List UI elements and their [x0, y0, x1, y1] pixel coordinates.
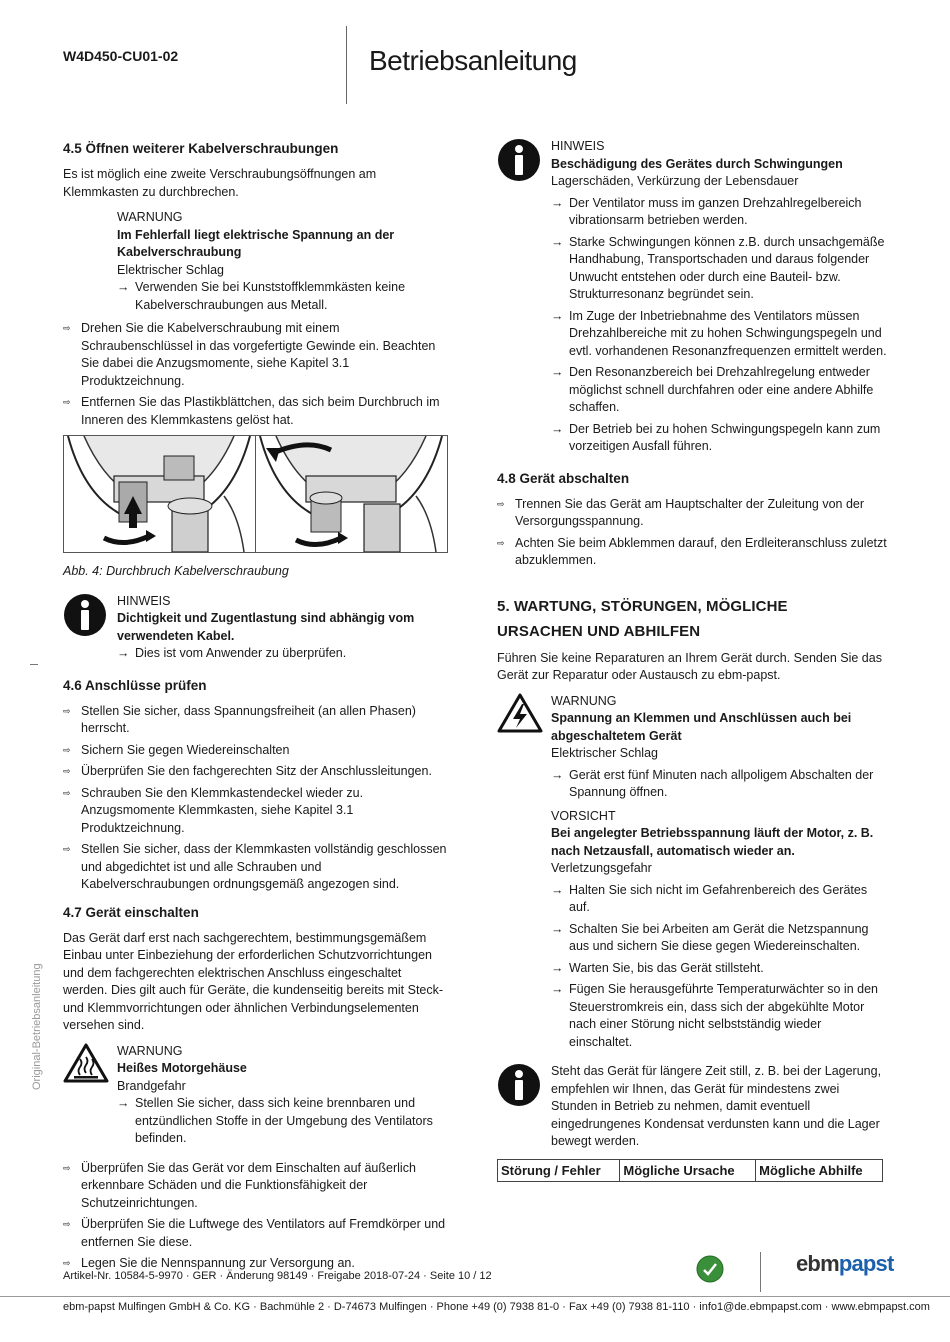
warning-title: Heißes Motorgehäuse [117, 1061, 247, 1075]
warning-cable-gland [117, 209, 448, 314]
info-icon [497, 1063, 551, 1151]
electric-hazard-icon [497, 693, 551, 1056]
bullet-arrow-icon: ⇨ [497, 498, 505, 509]
right-column [497, 138, 887, 1182]
notice-label: HINWEIS [117, 593, 171, 608]
list-item [63, 742, 448, 760]
list-item-text: Entfernen Sie das Plastikblättchen, das sich beim Durchbruch im Inneren des Klemmkastens gelöst hat. [81, 395, 440, 427]
arrow-icon: → [551, 982, 564, 996]
caution-action [551, 981, 887, 1051]
arrow-icon: → [117, 1096, 130, 1110]
company-info: ebm-papst Mulfingen GmbH & Co. KG · Bachmühle 2 · D-74673 Mulfingen · Phone +49 (0) 7938 81-0 · Fax +49 (0) 7938 81-110 · info1@de.ebmpapst.com · www.ebmpapst.com [63, 1301, 930, 1313]
side-label: Original-Betriebsanleitung [31, 963, 43, 1090]
fault-table [497, 1159, 883, 1183]
notice-vibration [497, 138, 887, 460]
list-item [63, 1160, 448, 1213]
warning-hazard: Elektrischer Schlag [117, 262, 224, 277]
warning-hazard: Brandgefahr [117, 1078, 186, 1093]
caution-title: Bei angelegter Betriebsspannung läuft der Motor, z. B. nach Netzausfall, automatisch wieder an. [551, 826, 874, 858]
warning-action-text: Gerät erst fünf Minuten nach allpoligem Abschalten der Spannung öffnen. [569, 767, 874, 799]
warning-hot-housing [63, 1043, 448, 1152]
section-5-heading-line1: 5. WARTUNG, STÖRUNGEN, MÖGLICHE [497, 597, 788, 615]
section-4-6-heading: 4.6 Anschlüsse prüfen [63, 677, 207, 693]
footer-rule [0, 1296, 950, 1297]
arrow-icon: → [551, 421, 564, 436]
bullet-arrow-icon: ⇨ [63, 787, 71, 798]
warning-label: WARNUNG [117, 210, 183, 224]
figure-caption: Abb. 4: Durchbruch Kabelverschraubung [63, 564, 289, 578]
notice-storage [497, 1063, 887, 1151]
caution-label: VORSICHT [551, 808, 616, 823]
list-item [63, 841, 448, 894]
caution-action-text: Fügen Sie herausgeführte Temperaturwächter so in den Steuerstromkreis ein, dass sich der abgekühlte Motor nach einer Störung nicht selbstständig wieder einschaltet. [569, 982, 878, 1049]
arrow-icon: → [551, 960, 564, 975]
list-item-text: Trennen Sie das Gerät am Hauptschalter der Zuleitung von der Versorgungsspannung. [515, 496, 865, 528]
info-icon [63, 593, 117, 667]
article-info: Artikel-Nr. 10584-5-9970 · GER · Änderung 98149 · Freigabe 2018-07-24 · Seite 10 / 12 [63, 1270, 492, 1282]
table-header-remedy: Mögliche Abhilfe [756, 1159, 883, 1182]
table-header-cause: Mögliche Ursache [620, 1159, 756, 1182]
arrow-icon: → [551, 767, 564, 782]
storage-info-text: Steht das Gerät für längere Zeit still, z. B. bei der Lagerung, empfehlen wir Ihnen, das Gerät für mindestens zwei Stunden in Betrieb zu nehmen, damit eventuell eingedrungenes Kondensat verdunsten kann und die Lager bewegt werden. [551, 1064, 882, 1148]
section-4-7-intro: Das Gerät darf erst nach sachgerechtem, bestimmungsgemäßem Einbau unter Einbeziehung der erforderlichen Schutzvorrichtungen und dem fachgerechten elektrischen Anschluss eingeschaltet werden. Dies gilt auch für Geräte, die kundenseitig bereits mit Steck- und Klemmvorrichtungen oder ähnlichen Verbindungselementen versehen sind. [63, 930, 444, 1032]
section-4-5-heading: 4.5 Öffnen weiterer Kabelverschraubungen [63, 141, 339, 156]
notice-tightness [63, 593, 448, 667]
arrow-icon: → [117, 280, 130, 294]
header-divider [346, 26, 347, 104]
section-4-8-heading: 4.8 Gerät abschalten [497, 470, 630, 486]
notice-title: Dichtigkeit und Zugentlastung sind abhängig vom verwendeten Kabel. [117, 611, 415, 643]
list-item [63, 1216, 448, 1251]
arrow-icon: → [551, 308, 564, 323]
bullet-arrow-icon: ⇨ [63, 766, 71, 776]
arrow-icon: → [551, 195, 564, 210]
notice-action-text: Der Ventilator muss im ganzen Drehzahlregelbereich vibrationsarm betrieben werden. [569, 195, 862, 227]
figure-panel-left [64, 436, 255, 552]
warning-action [551, 767, 887, 802]
list-item-text: Schrauben Sie den Klemmkastendeckel wieder zu. Anzugsmomente Klemmkasten, siehe Kapitel 3.1 Produktzeichnung. [81, 785, 364, 835]
greentech-logo-icon [696, 1255, 724, 1283]
caution-action [551, 882, 887, 917]
document-title: Betriebsanleitung [369, 45, 577, 76]
bullet-arrow-icon: ⇨ [63, 397, 71, 407]
caution-action [551, 960, 887, 978]
warning-voltage [497, 693, 887, 1056]
arrow-icon: → [551, 365, 564, 379]
list-item [63, 785, 448, 838]
notice-action [551, 234, 887, 304]
warning-label: WARNUNG [551, 693, 617, 708]
table-header-fault: Störung / Fehler [498, 1159, 620, 1182]
warning-title: Im Fehlerfall liegt elektrische Spannung an der Kabelverschraubung [117, 227, 395, 259]
bullet-arrow-icon: ⇨ [63, 323, 71, 333]
warning-label: WARNUNG [117, 1043, 183, 1058]
bullet-arrow-icon: ⇨ [63, 1258, 71, 1268]
warning-title: Spannung an Klemmen und Anschlüssen auch bei abgeschaltetem Gerät [551, 711, 852, 743]
list-item [63, 763, 448, 781]
list-item-text: Sichern Sie gegen Wiedereinschalten [81, 742, 290, 757]
notice-action-text: Den Resonanzbereich bei Drehzahlregelung entweder möglichst schnell durchfahren oder eine andere Abhilfe schaffen. [569, 365, 874, 414]
notice-hazard: Lagerschäden, Verkürzung der Lebensdauer [551, 174, 799, 188]
list-item-text: Überprüfen Sie das Gerät vor dem Einschalten auf äußerlich erkennbare Schäden und die Funktionsfähigkeit der Schutzeinrichtungen. [81, 1160, 416, 1210]
warning-action [117, 279, 448, 314]
caution-action-text: Warten Sie, bis das Gerät stillsteht. [569, 960, 764, 975]
caution-hazard: Verletzungsgefahr [551, 861, 652, 875]
warning-action-text: Stellen Sie sicher, dass sich keine brennbaren und entzündlichen Stoffe in der Umgebung des Ventilators befinden. [135, 1096, 433, 1145]
figure-cable-gland-breakthrough [63, 435, 448, 553]
section-4-7-heading: 4.7 Gerät einschalten [63, 904, 199, 920]
notice-action-text: Im Zuge der Inbetriebnahme des Ventilators müssen Drehzahlbereiche mit zu hohen Schwingungspegeln und evtl. vorhandenen Resonanzfrequenzen ermittelt werden. [569, 308, 887, 358]
list-item [63, 394, 448, 429]
notice-label: HINWEIS [551, 139, 605, 153]
list-item [497, 496, 887, 531]
list-item-text: Überprüfen Sie den fachgerechten Sitz der Anschlussleitungen. [81, 764, 432, 778]
table-header-row [498, 1159, 883, 1182]
section-5-intro: Führen Sie keine Reparaturen an Ihrem Gerät durch. Senden Sie das Gerät zur Reparatur oder Austausch zu ebm-papst. [497, 650, 882, 682]
notice-action [551, 421, 887, 456]
notice-action-text: Der Betrieb bei zu hohen Schwingungspegeln kann zum vorzeitigen Ausfall führen. [569, 421, 881, 453]
notice-action [551, 364, 887, 417]
caution-action-text: Schalten Sie bei Arbeiten am Gerät die Netzspannung aus und sichern Sie diese gegen Wiedereinschalten. [569, 921, 869, 953]
bullet-arrow-icon: ⇨ [63, 844, 71, 854]
bullet-arrow-icon: ⇨ [63, 1162, 71, 1173]
notice-action [551, 308, 887, 361]
notice-action-text: Starke Schwingungen können z.B. durch unsachgemäße Handhabung, Transportschaden und daraus folgender Unwucht entstehen oder durch eine Bauteil- bzw. Strukturresonanz begründet sein. [569, 234, 885, 301]
info-icon [497, 138, 551, 460]
arrow-icon: → [117, 646, 130, 660]
arrow-icon: → [551, 921, 564, 936]
ebmpapst-logo [796, 1251, 894, 1276]
cable-gland-drawing-2 [256, 436, 447, 552]
caution-action [551, 921, 887, 956]
bullet-arrow-icon: ⇨ [497, 537, 505, 548]
arrow-icon: → [551, 234, 564, 249]
logo-papst: papst [838, 1251, 894, 1276]
list-item [63, 703, 448, 738]
warning-hazard: Elektrischer Schlag [551, 746, 658, 760]
cable-gland-drawing-1 [64, 436, 255, 552]
notice-action-text: Dies ist vom Anwender zu überprüfen. [135, 646, 347, 660]
bullet-arrow-icon: ⇨ [63, 1219, 71, 1229]
list-item [497, 535, 887, 570]
list-item [63, 320, 448, 390]
warning-action-text: Verwenden Sie bei Kunststoffklemmkästen keine Kabelverschraubungen aus Metall. [135, 280, 406, 312]
notice-action [551, 195, 887, 230]
notice-title: Beschädigung des Gerätes durch Schwingungen [551, 156, 843, 171]
logo-ebm: ebm [796, 1251, 839, 1276]
list-item-text: Stellen Sie sicher, dass der Klemmkasten vollständig geschlossen und abgedichtet ist und alle Schrauben und Kabelverschraubungen ordnungsgemäß angezogen sind. [81, 842, 447, 891]
model-number: W4D450-CU01-02 [63, 48, 179, 64]
list-item-text: Überprüfen Sie die Luftwege des Ventilators auf Fremdkörper und entfernen Sie diese. [81, 1217, 446, 1249]
left-column [63, 140, 448, 1277]
caution-action-text: Halten Sie sich nicht im Gefahrenbereich des Gerätes auf. [569, 882, 868, 914]
bullet-arrow-icon: ⇨ [63, 705, 71, 716]
warning-action [117, 1095, 448, 1148]
section-4-5-intro: Es ist möglich eine zweite Verschraubungsöffnungen am Klemmkasten zu durchbrechen. [63, 167, 377, 199]
notice-action [117, 645, 448, 663]
list-item-text: Drehen Sie die Kabelverschraubung mit einem Schraubenschlüssel in das vorgefertigte Gewinde ein. Beachten Sie dabei die Anzugsmomente, siehe Kapitel 3.1 Produktzeichnung. [81, 321, 436, 388]
hot-surface-icon [63, 1043, 117, 1152]
bullet-arrow-icon: ⇨ [63, 744, 71, 755]
fold-mark [30, 664, 38, 665]
section-5-heading-line2: URSACHEN UND ABHILFEN [497, 622, 701, 640]
figure-panel-right [255, 436, 447, 552]
arrow-icon: → [551, 882, 564, 897]
list-item-text: Achten Sie beim Abklemmen darauf, den Erdleiteranschluss zuletzt abzuklemmen. [515, 535, 887, 567]
footer-divider [760, 1252, 761, 1292]
list-item-text: Stellen Sie sicher, dass Spannungsfreiheit (an allen Phasen) herrscht. [81, 703, 416, 735]
list-item-text: Legen Sie die Nennspannung zur Versorgung an. [81, 1256, 355, 1270]
